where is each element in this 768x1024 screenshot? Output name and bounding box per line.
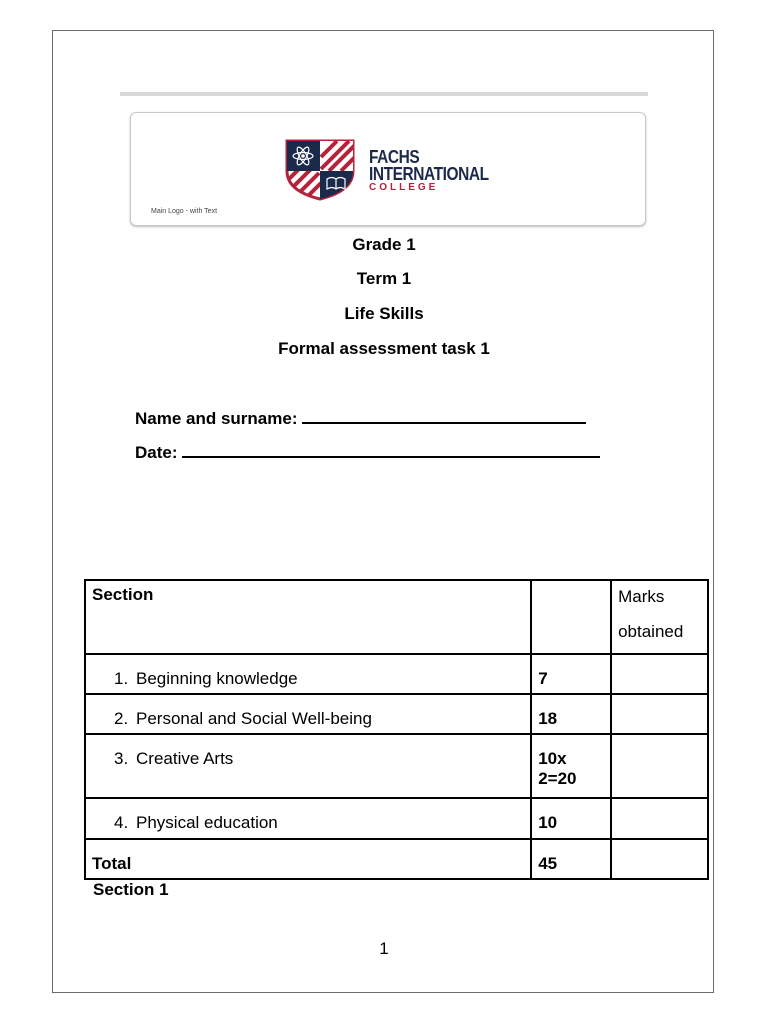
section-1-label: Section 1: [93, 880, 169, 899]
total-header: [531, 580, 611, 654]
total-value: 45: [531, 839, 611, 879]
row-total: [531, 734, 611, 798]
row-number: 2.: [114, 709, 129, 728]
marks-header-line1: Marks: [618, 587, 665, 606]
table-row: [85, 734, 708, 798]
row-label: Physical education: [136, 813, 278, 832]
logo-name-line2: INTERNATIONAL: [369, 164, 489, 184]
table-row: [85, 798, 708, 839]
subject-heading: Life Skills: [344, 304, 424, 323]
date-field: [135, 442, 600, 463]
table-row: [85, 654, 708, 694]
table-header-row: [85, 580, 708, 654]
name-field: [135, 408, 586, 429]
row-marks-cell[interactable]: [611, 798, 708, 839]
row-label: Beginning knowledge: [136, 669, 298, 688]
total-marks-cell[interactable]: [611, 839, 708, 879]
logo-frame: [130, 112, 646, 226]
row-number: 4.: [114, 813, 129, 832]
marks-table: [84, 579, 709, 880]
row-number: 1.: [114, 669, 129, 688]
logo-caption: Main Logo - with Text: [151, 208, 218, 215]
date-label: Date:: [135, 443, 178, 462]
term-heading: Term 1: [356, 269, 412, 288]
logo-name-line1: FACHS: [369, 147, 420, 167]
row-total-line1: 10x: [538, 749, 567, 768]
marks-obtained-header: [611, 580, 708, 654]
task-heading: Formal assessment task 1: [278, 339, 490, 358]
row-marks-cell[interactable]: [611, 654, 708, 694]
row-label: Personal and Social Well-being: [136, 709, 372, 728]
row-marks-cell[interactable]: [611, 734, 708, 798]
row-number: 3.: [114, 749, 129, 768]
row-label: Creative Arts: [136, 749, 234, 768]
row-total: 18: [531, 694, 611, 734]
name-label: Name and surname:: [135, 409, 298, 428]
table-row: [85, 694, 708, 734]
table-total-row: [85, 839, 708, 879]
row-total: 10: [531, 798, 611, 839]
page-number: 1: [379, 939, 389, 958]
marks-header-line2: obtained: [618, 622, 684, 641]
college-crest-icon: [285, 137, 355, 201]
name-blank-line[interactable]: [302, 408, 586, 424]
row-total-line2: 2=20: [538, 769, 577, 788]
section-header: Section: [85, 580, 531, 654]
header-rule: [120, 92, 648, 96]
logo-subtitle: COLLEGE: [369, 182, 439, 193]
grade-heading: Grade 1: [352, 235, 416, 254]
row-marks-cell[interactable]: [611, 694, 708, 734]
total-label: Total: [85, 839, 531, 879]
date-blank-line[interactable]: [182, 442, 600, 458]
row-total: 7: [531, 654, 611, 694]
logo-wordmark: [369, 149, 489, 183]
